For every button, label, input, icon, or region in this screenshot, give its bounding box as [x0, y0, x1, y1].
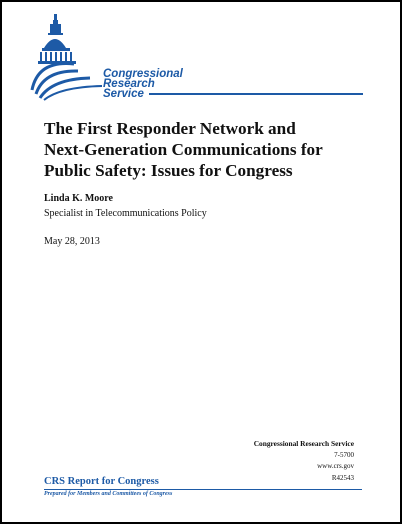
report-meta: [254, 438, 354, 484]
meta-website: www.crs.gov: [317, 462, 354, 470]
title-line: Public Safety: Issues for Congress: [44, 161, 293, 180]
logo-line-1: Congressional: [103, 68, 183, 80]
footer-title: CRS Report for Congress: [44, 476, 159, 487]
logo-line-3: Service: [103, 88, 144, 100]
meta-org: Congressional Research Service: [253, 439, 354, 448]
title-line: Next-Generation Communications for: [44, 140, 323, 159]
meta-report-id: R42543: [331, 473, 354, 482]
meta-number: 7-5700: [334, 450, 354, 459]
author-name: Linda K. Moore: [44, 193, 113, 204]
title-line: The First Responder Network and: [44, 119, 296, 138]
author-role: Specialist in Telecommunications Policy: [44, 208, 207, 219]
footer-subtitle: Prepared for Members and Committees of Congress: [44, 491, 173, 497]
logo-line-2: Research: [103, 78, 155, 90]
header-rule: [149, 93, 363, 95]
report-date: May 28, 2013: [44, 236, 100, 247]
report-title: [44, 118, 364, 181]
